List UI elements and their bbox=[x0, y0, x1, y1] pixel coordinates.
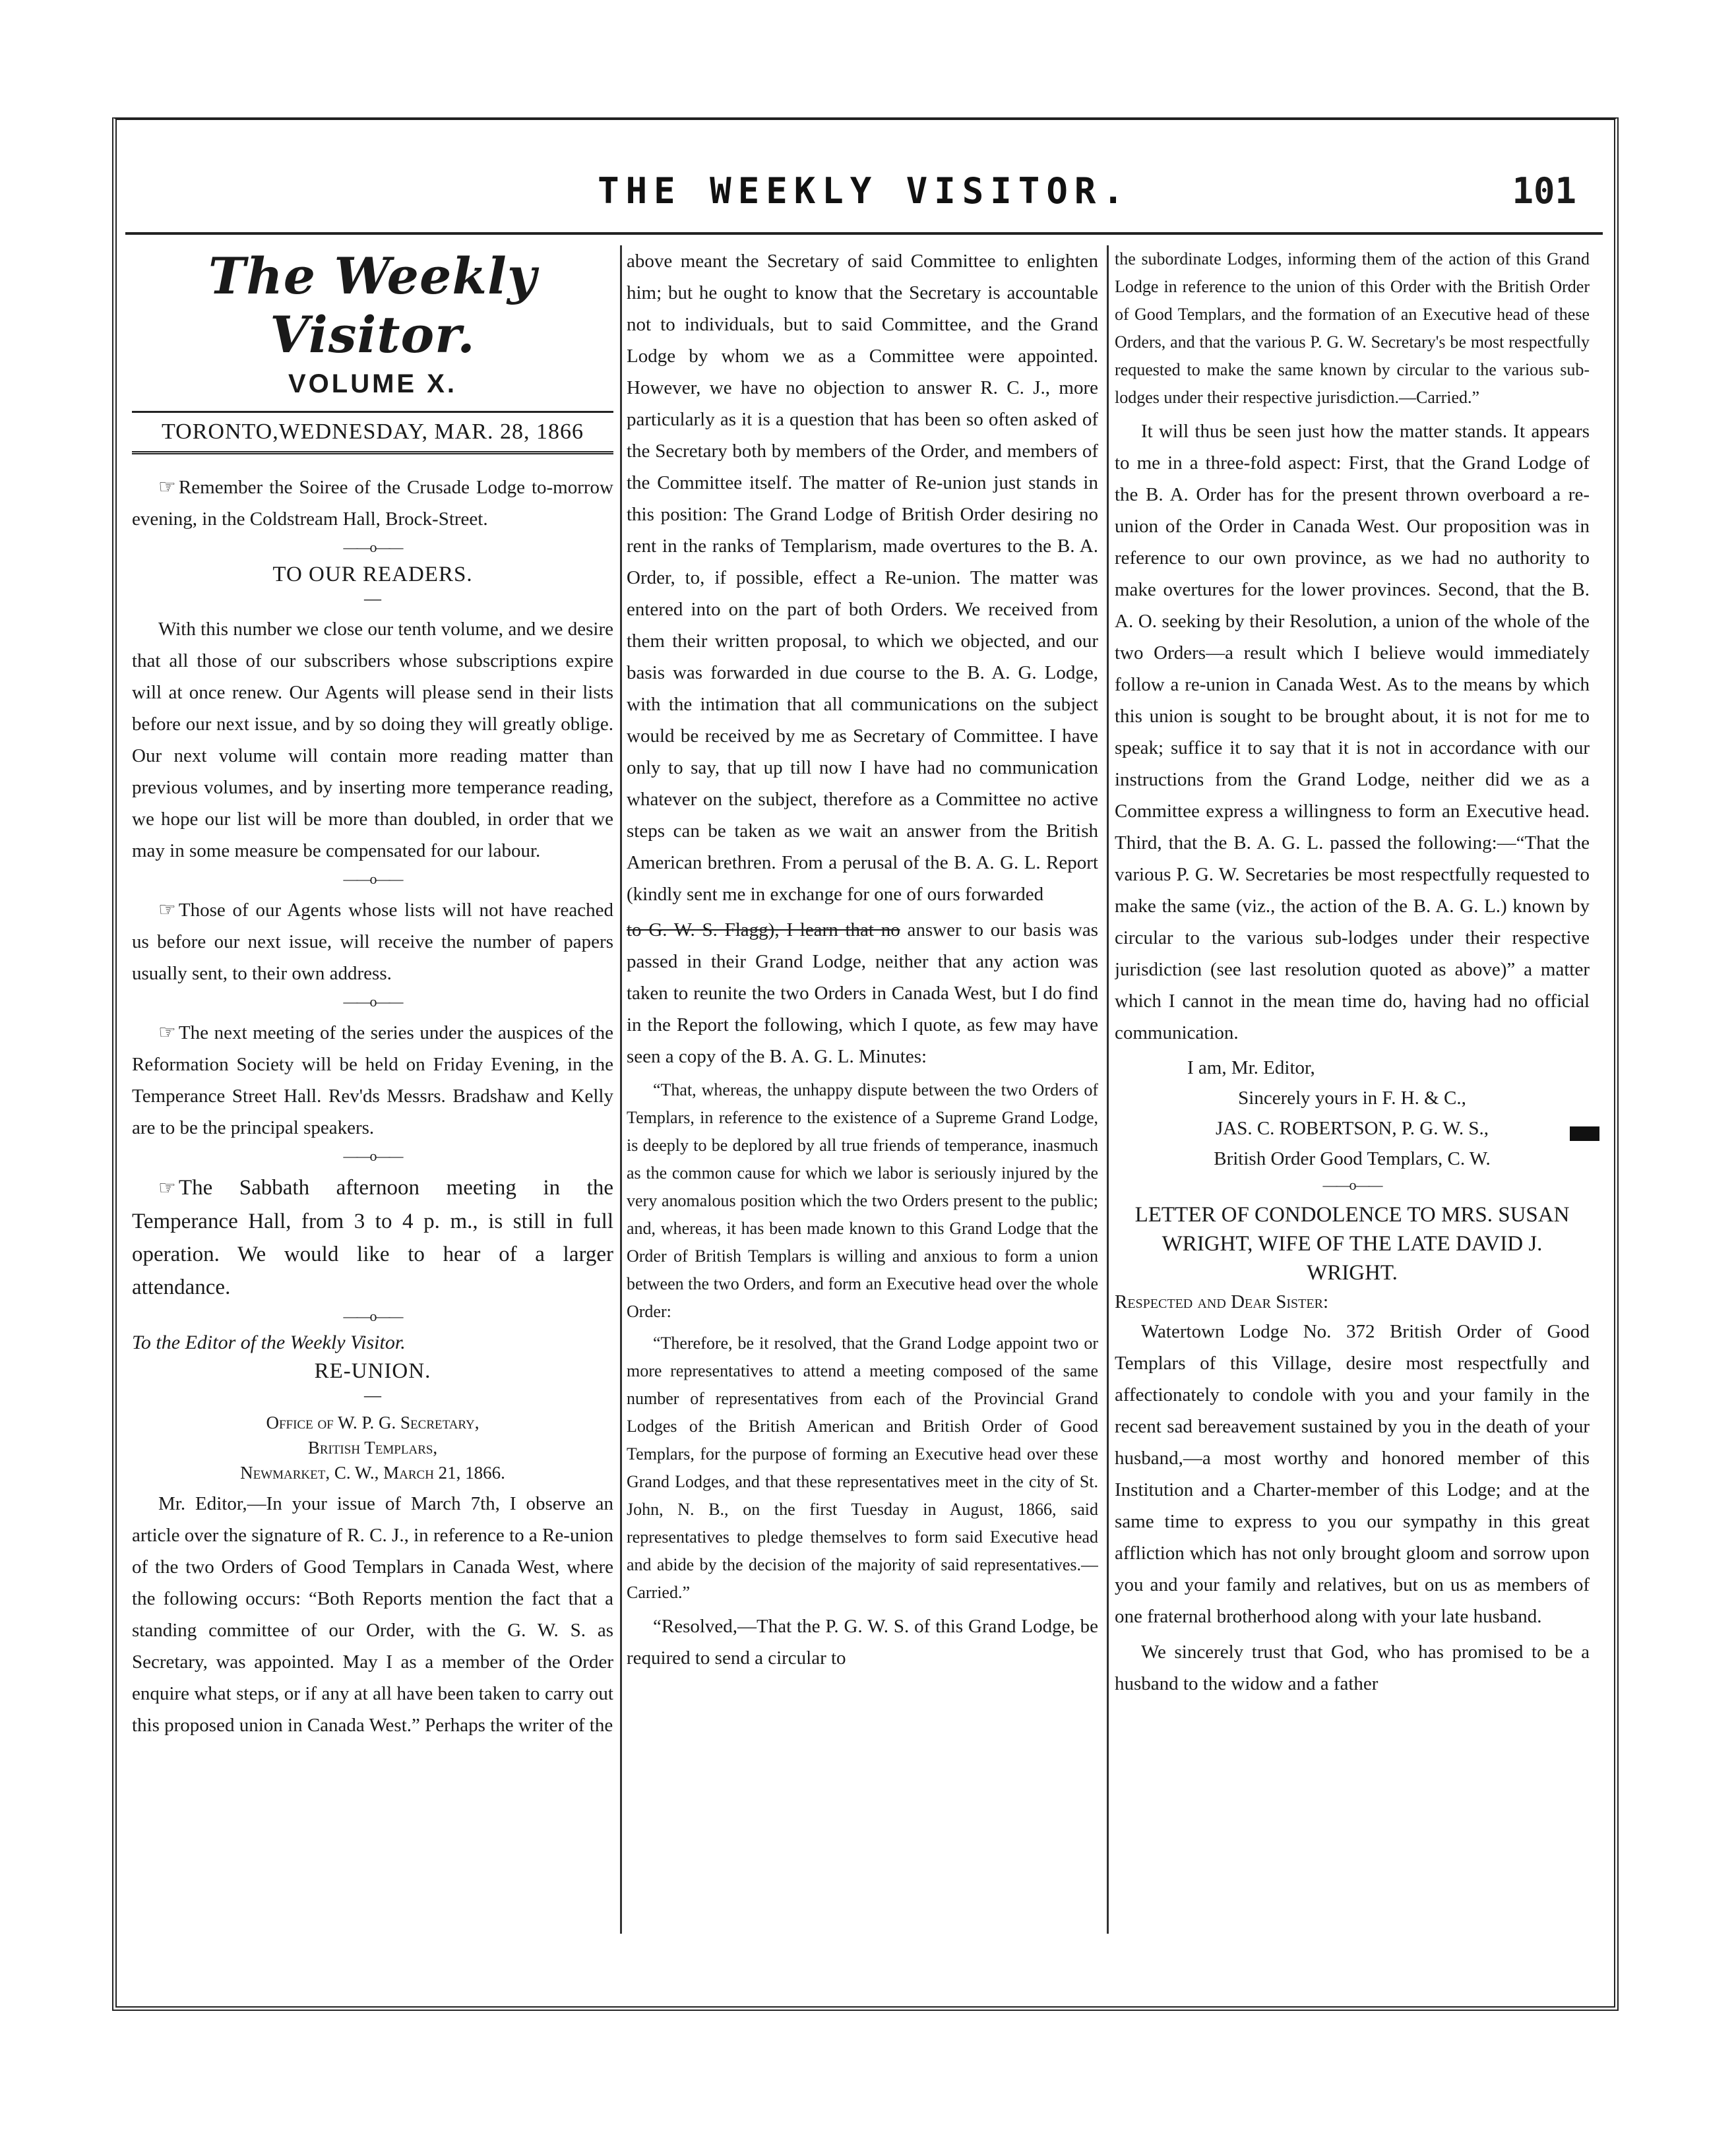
signoff-closing: Sincerely yours in F. H. & C., bbox=[1238, 1088, 1466, 1109]
column-2 bbox=[627, 245, 1098, 1934]
column-1 bbox=[132, 245, 613, 1934]
condolence-text: Watertown Lodge No. 372 British Order of Good Templars of this Village, desire most respectfully and affectionately to condole with you and your family in the recent sad bereavement sustained by you in the death of your husband,—a most worthy and honored member of this Institution and a Charter-member of this Lodge; and at the same time to express to you our sympathy in this great affliction which has not only brought gloom and sorrow upon you and your family and relatives, but on us as members of one fraternal brotherhood along with your late husband. bbox=[1115, 1321, 1590, 1627]
scan-ink-mark bbox=[1570, 1126, 1599, 1141]
short-rule: — bbox=[364, 589, 381, 608]
pointing-hand-icon: ☞ bbox=[158, 1177, 176, 1199]
signoff-affiliation: British Order Good Templars, C. W. bbox=[1214, 1148, 1491, 1169]
reunion-letter-text: Mr. Editor,—In your issue of March 7th, I observe an article over the signature of R. C. J., in reference to a Re-union of the two Orders of Good Templars in Canada West, where the following occurs: “Both Reports mention the fact that a standing committee of our Order, with the G. W. S. as Secretary, was appointed. May I as a member of the Order enquire what steps, or if any at all have been taken to carry out this proposed union in Canada West.” Perhaps the writer of the bbox=[132, 1493, 613, 1736]
heading-letter-of-condolence: LETTER OF CONDOLENCE TO MRS. SUSAN WRIGHT, WIFE OF THE LATE DAVID J. WRIGHT. bbox=[1134, 1203, 1570, 1285]
office-address: Office of W. P. G. Secretary, British Templars, Newmarket, C. W., March 21, 1866. bbox=[240, 1413, 505, 1483]
signoff-greeting: I am, Mr. Editor, bbox=[1187, 1057, 1315, 1078]
signoff-name: JAS. C. ROBERTSON, P. G. W. S., bbox=[1215, 1118, 1489, 1139]
divider: ——o—— bbox=[343, 1148, 402, 1164]
pointing-hand-icon: ☞ bbox=[158, 1022, 176, 1043]
quoted-resolution-2: “Therefore, be it resolved, that the Grand Lodge appoint two or more representatives to attend a meeting composed of the same number of representatives from each of the Provincial Grand Lodges of the British American and British Order of Good Templars, for the purpose of forming an Executive head over these Grand Lodges, and that these representatives meet in the city of St. John, N. B., on the first Tuesday in August, 1866, said representatives to pledge themselves to form said Executive head and abide by the decision of the majority of said representatives.—Carried.” bbox=[627, 1334, 1098, 1602]
reunion-analysis: It will thus be seen just how the matter stands. It appears to me in a three-fold aspect: First, that the Grand Lodge of the B. A. Order has for the present thrown overboard a re-union of the Order in Canada West. Our proposition was in reference to our own province, as we had no authority to make overtures for the lower provinces. Second, that the B. A. O. seeking by their Resolution, a union of the whole of the two Orders—a result which I believe would immediately follow a re-union in Canada West. As to the means by which this union is sought to be brought about, it is not for me to speak; suffice it to say that it is not in accordance with our instructions from the Grand Lodge, neither did we as a Committee express a willingness to form an Executive head. Third, that the B. A. G. L. passed the following:—“That the various P. G. W. Secretaries be most respectfully requested to make the same (viz., the action of the B. A. G. L.) known by circular to the various sub-lodges under their respective jurisdiction (see last resolution quoted as above)” a matter which I cannot in the mean time do, having had no official communication. bbox=[1115, 421, 1590, 1043]
divider: ——o—— bbox=[343, 1308, 402, 1324]
volume-label: VOLUME X. bbox=[288, 369, 458, 398]
reunion-letter-continued-2: to G. W. S. Flagg), I learn that no answer to our basis was passed in their Grand Lodge, neither that any action was taken to reunite the two Orders in Canada West, but I do find in the Report the following, which I quote, as few may have seen a copy of the B. A. G. L. Minutes: bbox=[627, 919, 1098, 1067]
divider: ——o—— bbox=[343, 871, 402, 887]
reunion-letter-continued: above meant the Secretary of said Committee to enlighten him; but he ought to know that the Secretary is accountable not to individuals, but to said Committee, and the Grand Lodge by whom we as a Committee were appointed. However, we have no objection to answer R. C. J., more particularly as it is a question that has been so often asked of the Secretary both by members of the Order, and members of the Committee itself. The matter of Re-union just stands in this position: The Grand Lodge of British Order desiring no rent in the ranks of Templarism, made overtures to the B. A. Order, to, if possible, effect a Re-union. The matter was entered into on the part of both Orders. We received from them their written proposal, to which we objected, and our basis was forwarded in due course to the B. A. G. Lodge, with the intimation that all communications on the subject would be received by me as Secretary of Committee. I have only to say, that up till now I have had no communication whatever on the subject, therefore as a Committee no active steps can be taken as we wait an answer from the British American brethren. From a perusal of the B. A. G. L. Report (kindly sent me in exchange for one of ours forwarded bbox=[627, 251, 1098, 905]
readers-text: With this number we close our tenth volume, and we desire that all those of our subscribers whose subscriptions expire will at once renew. Our Agents will please send in their lists before our next issue, and by so doing they will greatly oblige. Our next volume will contain more reading matter than previous volumes, and by inserting more temperance reading, we hope our list will be more than doubled, in order that we may in some measure be compensated for our labour. bbox=[132, 619, 613, 861]
running-title: THE WEEKLY VISITOR. bbox=[598, 170, 1131, 212]
divider: ——o—— bbox=[1322, 1177, 1382, 1193]
masthead: The Weekly Visitor. bbox=[208, 247, 538, 364]
heading-reunion: RE-UNION. bbox=[314, 1359, 431, 1383]
running-head bbox=[125, 170, 1603, 223]
struck-text: to G. W. S. Flagg), I learn that no bbox=[627, 919, 900, 940]
notice-reformation: ☞ The next meeting of the series under the auspices of the Reformation Society will be held on Friday Evening, in the Temperance Street Hall. Rev'ds Messrs. Bradshaw and Kelly are to be the principal speakers. bbox=[132, 1022, 613, 1138]
condolence-text-continued: We sincerely trust that God, who has promised to be a husband to the widow and a father bbox=[1115, 1642, 1590, 1694]
short-rule: — bbox=[364, 1386, 381, 1405]
pointing-hand-icon: ☞ bbox=[158, 899, 176, 921]
dateline: TORONTO,WEDNESDAY, MAR. 28, 1866 bbox=[132, 411, 613, 454]
quoted-resolution-3: “Resolved,—That the P. G. W. S. of this Grand Lodge, be required to send a circular to bbox=[627, 1616, 1098, 1669]
notice-agents: ☞ Those of our Agents whose lists will not have reached us before our next issue, will receive the number of papers usually sent, to their own address. bbox=[132, 899, 613, 984]
column-rule-2 bbox=[1107, 245, 1109, 1934]
heading-to-our-readers: TO OUR READERS. bbox=[272, 563, 473, 586]
divider: ——o—— bbox=[343, 539, 402, 555]
column-3 bbox=[1115, 245, 1590, 1934]
quoted-resolution-1: “That, whereas, the unhappy dispute between the two Orders of Templars, in reference to the existence of a Supreme Grand Lodge, is deeply to be deplored by all true friends of temperance, inasmuch as the common cause for which we labor is seriously injured by the very anomalous position which the two Orders present to the public; and, whereas, it has been made known to this Grand Lodge that the Order of British Templars is willing and anxious to form a union between the two Orders, and form an Executive head over the whole Order: bbox=[627, 1080, 1098, 1321]
to-editor-line: To the Editor of the Weekly Visitor. bbox=[132, 1332, 406, 1353]
header-rule bbox=[125, 232, 1603, 235]
notice-sabbath: ☞ The Sabbath afternoon meeting in the Temperance Hall, from 3 to 4 p. m., is still in full operation. We would like to hear of a larger attendance. bbox=[132, 1176, 613, 1299]
notice-soiree: ☞ Remember the Soiree of the Crusade Lodge to-morrow evening, in the Coldstream Hall, Brock-Street. bbox=[132, 476, 613, 530]
column-rule-1 bbox=[620, 245, 622, 1934]
resolution-continued: the subordinate Lodges, informing them of the action of this Grand Lodge in reference to the union of this Order with the British Order of Good Templars, and the formation of an Executive head of these Orders, and that the various P. G. W. Secretary's be most respectfully requested to make the same known by circular to the various sub-lodges under their respective jurisdiction.—Carried.” bbox=[1115, 249, 1590, 407]
pointing-hand-icon: ☞ bbox=[158, 476, 176, 498]
salutation: Respected and Dear Sister: bbox=[1115, 1291, 1329, 1312]
page-number: 101 bbox=[1512, 170, 1576, 212]
divider: ——o—— bbox=[343, 993, 402, 1010]
